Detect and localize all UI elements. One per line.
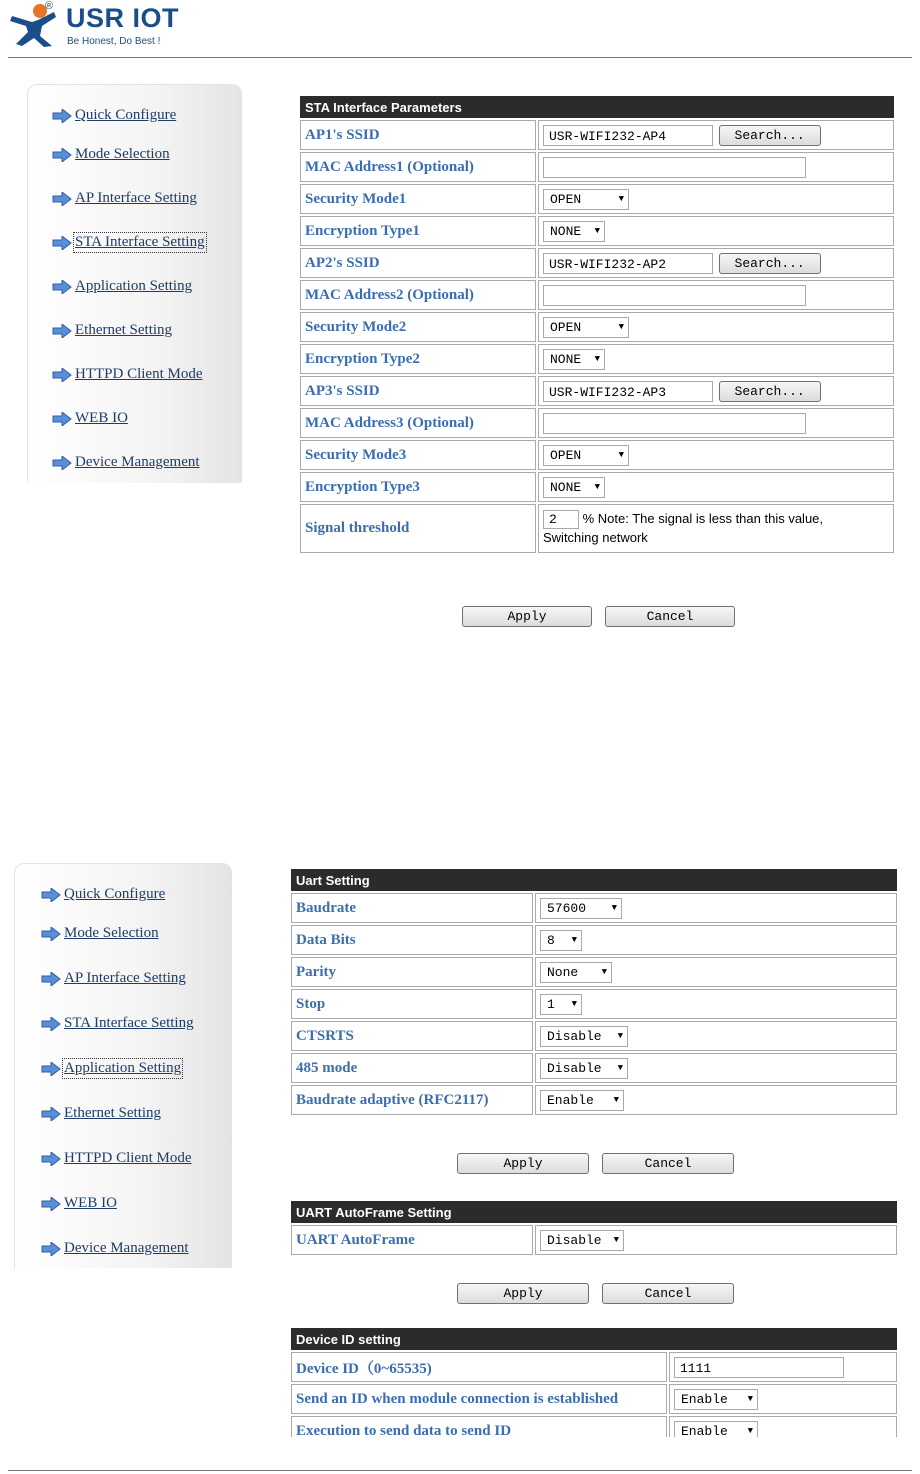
header-divider <box>8 57 912 58</box>
stop-cell <box>535 989 897 1019</box>
send-id-select[interactable] <box>674 1389 758 1410</box>
mac-address2-optional-input[interactable] <box>543 285 806 306</box>
uart-apply-button[interactable]: Apply <box>457 1153 589 1174</box>
encryption-type1-label: Encryption Type1 <box>300 216 536 246</box>
security-mode3-cell <box>538 440 894 470</box>
chevron-down-icon: ▼ <box>618 450 624 460</box>
ctsrts-cell <box>535 1021 897 1051</box>
search-button[interactable]: Search... <box>719 125 821 146</box>
ap1-s-ssid-cell <box>538 120 894 150</box>
sidebar-menu-top <box>27 84 242 483</box>
sidebar-item-ap-interface-setting[interactable] <box>52 190 197 207</box>
security-mode3-label: Security Mode3 <box>300 440 536 470</box>
send-data-id-label: Execution to send data to send ID <box>291 1416 667 1437</box>
search-button[interactable]: Search... <box>719 253 821 274</box>
sidebar-item-httpd-client-mode[interactable] <box>52 366 203 383</box>
sidebar-item-application-setting[interactable] <box>52 278 192 295</box>
ap2-s-ssid-cell <box>538 248 894 278</box>
sidebar-item-label: Mode Selection <box>75 146 170 162</box>
security-mode2-select-value: OPEN <box>550 319 582 335</box>
mac-address3-optional-input[interactable] <box>543 413 806 434</box>
sidebar-item-ethernet-setting[interactable] <box>41 1105 161 1122</box>
baudrate-select-value: 57600 <box>547 900 587 916</box>
arrow-right-icon <box>52 109 72 123</box>
data-bits-label: Data Bits <box>291 925 533 955</box>
sidebar-item-label: WEB IO <box>64 1195 117 1211</box>
sidebar-item-application-setting[interactable] <box>41 1060 181 1077</box>
485-mode-select[interactable] <box>540 1058 628 1079</box>
arrow-right-icon <box>52 324 72 338</box>
uart-table-title: Uart Setting <box>291 869 897 891</box>
sidebar-item-web-io[interactable] <box>41 1195 117 1212</box>
security-mode3-select[interactable] <box>543 445 629 466</box>
data-bits-cell <box>535 925 897 955</box>
sidebar-item-label: WEB IO <box>75 410 128 426</box>
arrow-right-icon <box>41 972 61 986</box>
deviceid-table-title: Device ID setting <box>291 1328 897 1350</box>
arrow-right-icon <box>41 927 61 941</box>
encryption-type1-cell <box>538 216 894 246</box>
stop-select[interactable] <box>540 994 582 1015</box>
autoframe-table-title: UART AutoFrame Setting <box>291 1201 897 1223</box>
sidebar-item-label: Quick Configure <box>75 107 177 123</box>
chevron-down-icon: ▼ <box>571 935 577 945</box>
stop-select-value: 1 <box>547 996 555 1012</box>
arrow-right-icon <box>52 456 72 470</box>
data-bits-select[interactable] <box>540 930 582 951</box>
autoframe-apply-button[interactable]: Apply <box>457 1283 589 1304</box>
ap3-s-ssid-cell <box>538 376 894 406</box>
send-data-id-select[interactable] <box>674 1421 758 1438</box>
autoframe-cell <box>535 1225 897 1255</box>
baudrate-adaptive-rfc2117-select-value: Enable <box>547 1092 594 1108</box>
parity-select[interactable] <box>540 962 612 983</box>
arrow-right-icon <box>52 148 72 162</box>
mac-address2-optional-label: MAC Address2 (Optional) <box>300 280 536 310</box>
chevron-down-icon: ▼ <box>594 354 600 364</box>
encryption-type3-select[interactable] <box>543 477 605 498</box>
chevron-down-icon: ▼ <box>594 226 600 236</box>
baudrate-cell <box>535 893 897 923</box>
sta-apply-button[interactable]: Apply <box>462 606 592 627</box>
sidebar-item-mode-selection[interactable] <box>41 925 159 942</box>
sidebar-item-device-management[interactable] <box>52 454 200 471</box>
parity-select-value: None <box>547 964 579 980</box>
mac-address1-optional-label: MAC Address1 (Optional) <box>300 152 536 182</box>
signal-threshold-cell <box>538 504 894 553</box>
security-mode1-select-value: OPEN <box>550 191 582 207</box>
sidebar-item-label: Device Management <box>75 454 200 470</box>
sidebar-item-label: Quick Configure <box>64 886 166 902</box>
sidebar-item-quick-configure[interactable] <box>41 886 165 903</box>
signal-threshold-note-2: Switching network <box>543 530 648 546</box>
sidebar-item-sta-interface-setting[interactable] <box>52 234 205 251</box>
security-mode2-select[interactable] <box>543 317 629 338</box>
chevron-down-icon: ▼ <box>594 482 600 492</box>
sidebar-item-label: Mode Selection <box>64 925 159 941</box>
sidebar-item-httpd-client-mode[interactable] <box>41 1150 192 1167</box>
sidebar-item-quick-configure[interactable] <box>52 107 176 124</box>
encryption-type2-cell <box>538 344 894 374</box>
send-data-id-select-value: Enable <box>681 1423 728 1437</box>
arrow-right-icon <box>52 280 72 294</box>
encryption-type2-select-value: NONE <box>550 351 582 367</box>
registered-mark: ® <box>45 0 54 12</box>
data-bits-select-value: 8 <box>547 932 555 948</box>
sidebar-item-ethernet-setting[interactable] <box>52 322 172 339</box>
ap2-s-ssid-label: AP2's SSID <box>300 248 536 278</box>
send-id-select-value: Enable <box>681 1391 728 1407</box>
arrow-right-icon <box>41 1242 61 1256</box>
ctsrts-label: CTSRTS <box>291 1021 533 1051</box>
arrow-right-icon <box>52 412 72 426</box>
encryption-type3-cell <box>538 472 894 502</box>
sidebar-item-web-io[interactable] <box>52 410 128 427</box>
baudrate-adaptive-rfc2117-label: Baudrate adaptive (RFC2117) <box>291 1085 533 1115</box>
sidebar-item-sta-interface-setting[interactable] <box>41 1015 194 1032</box>
encryption-type2-select[interactable] <box>543 349 605 370</box>
parity-cell <box>535 957 897 987</box>
sidebar-item-label: STA Interface Setting <box>75 234 205 250</box>
chevron-down-icon: ▼ <box>613 1095 619 1105</box>
device-id-cell <box>669 1352 897 1382</box>
sidebar-item-label: Application Setting <box>75 278 193 294</box>
autoframe-table <box>289 1199 899 1257</box>
baudrate-select[interactable] <box>540 898 622 919</box>
chevron-down-icon: ▼ <box>617 1063 623 1073</box>
deviceid-clip <box>289 1326 901 1437</box>
485-mode-select-value: Disable <box>547 1060 602 1076</box>
security-mode2-cell <box>538 312 894 342</box>
brand-name: USR IOT <box>66 3 180 33</box>
sidebar-item-label: Ethernet Setting <box>75 322 173 338</box>
sidebar-item-label: Application Setting <box>64 1060 182 1076</box>
ap2-s-ssid-input[interactable]: USR-WIFI232-AP2 <box>543 253 713 274</box>
device-id-input[interactable]: 1111 <box>674 1357 844 1378</box>
signal-threshold-label: Signal threshold <box>300 504 536 553</box>
sta-interface-table <box>298 94 896 555</box>
sidebar-item-label: HTTPD Client Mode <box>64 1150 192 1166</box>
stop-label: Stop <box>291 989 533 1019</box>
encryption-type1-select[interactable] <box>543 221 605 242</box>
ap3-s-ssid-input[interactable]: USR-WIFI232-AP3 <box>543 381 713 402</box>
sidebar-item-label: STA Interface Setting <box>64 1015 194 1031</box>
security-mode1-label: Security Mode1 <box>300 184 536 214</box>
arrow-right-icon <box>41 888 61 902</box>
ap1-s-ssid-input[interactable]: USR-WIFI232-AP4 <box>543 125 713 146</box>
chevron-down-icon: ▼ <box>571 999 577 1009</box>
sta-cancel-button[interactable]: Cancel <box>605 606 735 627</box>
mac-address1-optional-input[interactable] <box>543 157 806 178</box>
search-button[interactable]: Search... <box>719 381 821 402</box>
send-data-id-cell <box>669 1416 897 1437</box>
arrow-right-icon <box>52 192 72 206</box>
arrow-right-icon <box>52 236 72 250</box>
signal-threshold-input[interactable]: 2 <box>543 510 579 529</box>
autoframe-cancel-button[interactable]: Cancel <box>602 1283 734 1304</box>
chevron-down-icon: ▼ <box>618 194 624 204</box>
deviceid-table <box>289 1326 899 1437</box>
signal-threshold-note: % Note: The signal is less than this value, <box>582 510 824 526</box>
sta-table-title: STA Interface Parameters <box>300 96 894 118</box>
autoframe-label: UART AutoFrame <box>291 1225 533 1255</box>
uart-setting-table <box>289 867 899 1117</box>
chevron-down-icon: ▼ <box>747 1426 753 1436</box>
baudrate-label: Baudrate <box>291 893 533 923</box>
sidebar-item-mode-selection[interactable] <box>52 146 170 163</box>
sidebar-item-ap-interface-setting[interactable] <box>41 970 186 987</box>
uart-cancel-button[interactable]: Cancel <box>602 1153 734 1174</box>
autoframe-select[interactable] <box>540 1230 624 1251</box>
autoframe-select-value: Disable <box>547 1232 602 1248</box>
sidebar-item-label: Ethernet Setting <box>64 1105 162 1121</box>
send-id-label: Send an ID when module connection is established <box>291 1384 667 1414</box>
chevron-down-icon: ▼ <box>611 903 617 913</box>
arrow-right-icon <box>41 1152 61 1166</box>
ap1-s-ssid-label: AP1's SSID <box>300 120 536 150</box>
sidebar-item-device-management[interactable] <box>41 1240 189 1257</box>
security-mode1-cell <box>538 184 894 214</box>
mac-address3-optional-cell <box>538 408 894 438</box>
sidebar-item-label: AP Interface Setting <box>64 970 186 986</box>
parity-label: Parity <box>291 957 533 987</box>
encryption-type1-select-value: NONE <box>550 223 582 239</box>
chevron-down-icon: ▼ <box>601 967 607 977</box>
mac-address2-optional-cell <box>538 280 894 310</box>
footer-divider <box>8 1470 912 1471</box>
mac-address1-optional-cell <box>538 152 894 182</box>
brand-slogan: Be Honest, Do Best ! <box>67 36 161 47</box>
chevron-down-icon: ▼ <box>618 322 624 332</box>
security-mode2-label: Security Mode2 <box>300 312 536 342</box>
arrow-right-icon <box>41 1017 61 1031</box>
485-mode-cell <box>535 1053 897 1083</box>
sidebar-item-label: HTTPD Client Mode <box>75 366 203 382</box>
arrow-right-icon <box>41 1062 61 1076</box>
ctsrts-select-value: Disable <box>547 1028 602 1044</box>
encryption-type2-label: Encryption Type2 <box>300 344 536 374</box>
device-id-label: Device ID（0~65535) <box>291 1352 667 1382</box>
security-mode3-select-value: OPEN <box>550 447 582 463</box>
arrow-right-icon <box>52 368 72 382</box>
ap3-s-ssid-label: AP3's SSID <box>300 376 536 406</box>
arrow-right-icon <box>41 1197 61 1211</box>
arrow-right-icon <box>41 1107 61 1121</box>
chevron-down-icon: ▼ <box>613 1235 619 1245</box>
encryption-type3-label: Encryption Type3 <box>300 472 536 502</box>
mac-address3-optional-label: MAC Address3 (Optional) <box>300 408 536 438</box>
chevron-down-icon: ▼ <box>747 1394 753 1404</box>
sidebar-menu-bottom <box>14 863 232 1268</box>
sidebar-item-label: Device Management <box>64 1240 189 1256</box>
security-mode1-select[interactable] <box>543 189 629 210</box>
sidebar-item-label: AP Interface Setting <box>75 190 197 206</box>
baudrate-adaptive-rfc2117-select[interactable] <box>540 1090 624 1111</box>
485-mode-label: 485 mode <box>291 1053 533 1083</box>
ctsrts-select[interactable] <box>540 1026 628 1047</box>
send-id-cell <box>669 1384 897 1414</box>
encryption-type3-select-value: NONE <box>550 479 582 495</box>
chevron-down-icon: ▼ <box>617 1031 623 1041</box>
baudrate-adaptive-rfc2117-cell <box>535 1085 897 1115</box>
